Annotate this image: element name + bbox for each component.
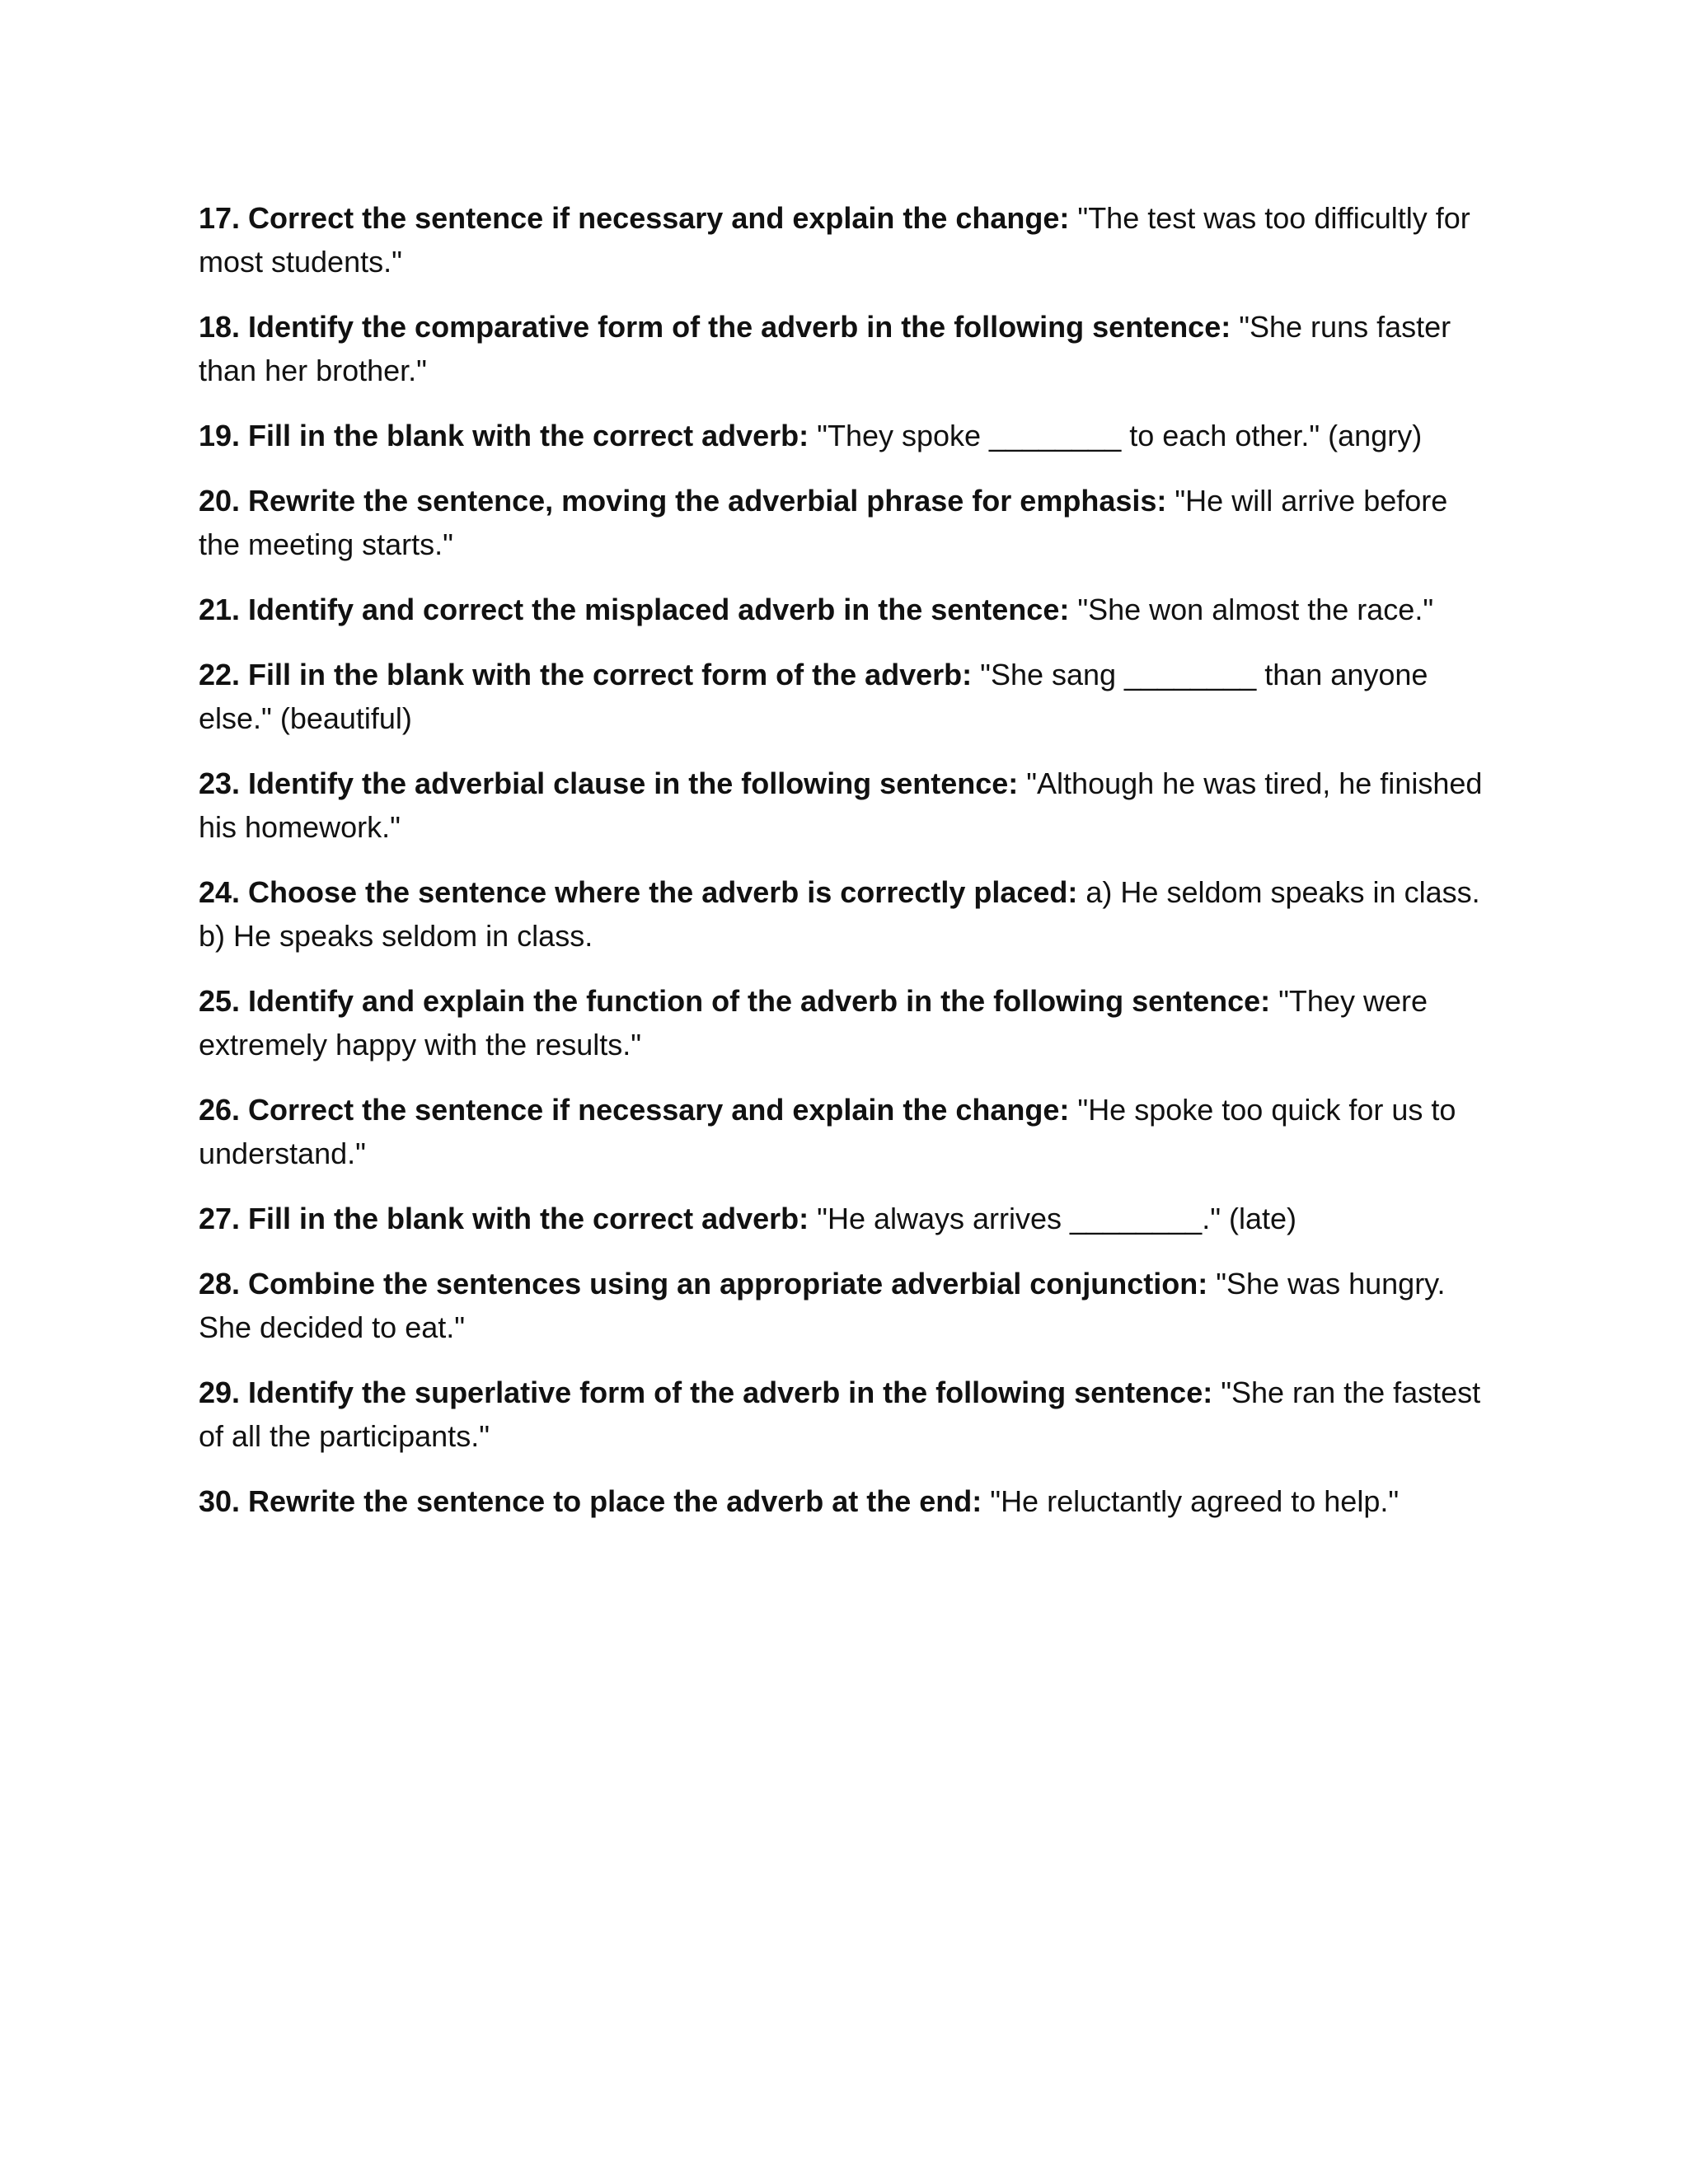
question-19 bbox=[199, 414, 1489, 457]
question-prompt: 24. Choose the sentence where the adverb is correctly placed: bbox=[199, 875, 1078, 909]
question-text: "They were extremely happy with the results." bbox=[199, 984, 1428, 1062]
question-text: "She sang ________ than anyone else." (beautiful) bbox=[199, 658, 1428, 735]
question-18 bbox=[199, 305, 1489, 392]
question-text: "He spoke too quick for us to understand." bbox=[199, 1093, 1456, 1170]
question-prompt: 23. Identify the adverbial clause in the following sentence: bbox=[199, 766, 1019, 800]
question-prompt: 20. Rewrite the sentence, moving the adverbial phrase for emphasis: bbox=[199, 484, 1167, 518]
question-26 bbox=[199, 1088, 1489, 1175]
question-21 bbox=[199, 588, 1489, 631]
question-prompt: 28. Combine the sentences using an appropriate adverbial conjunction: bbox=[199, 1267, 1208, 1301]
question-prompt: 18. Identify the comparative form of the adverb in the following sentence: bbox=[199, 310, 1231, 344]
question-prompt: 29. Identify the superlative form of the adverb in the following sentence: bbox=[199, 1376, 1213, 1409]
question-23 bbox=[199, 762, 1489, 849]
question-text: "He will arrive before the meeting starts." bbox=[199, 484, 1448, 561]
question-prompt: 30. Rewrite the sentence to place the adverb at the end: bbox=[199, 1484, 982, 1518]
question-text: "Although he was tired, he finished his homework." bbox=[199, 766, 1483, 844]
question-17 bbox=[199, 196, 1489, 284]
question-24 bbox=[199, 870, 1489, 958]
question-text: a) He seldom speaks in class. b) He speaks seldom in class. bbox=[199, 875, 1480, 953]
question-prompt: 17. Correct the sentence if necessary and explain the change: bbox=[199, 201, 1070, 235]
question-text: "She was hungry. She decided to eat." bbox=[199, 1267, 1446, 1344]
question-prompt: 26. Correct the sentence if necessary and explain the change: bbox=[199, 1093, 1070, 1127]
question-text: "They spoke ________ to each other." (angry) bbox=[809, 419, 1423, 452]
question-prompt: 22. Fill in the blank with the correct form of the adverb: bbox=[199, 658, 973, 691]
question-text: "The test was too difficultly for most students." bbox=[199, 201, 1470, 279]
question-prompt: 21. Identify and correct the misplaced adverb in the sentence: bbox=[199, 593, 1070, 626]
worksheet-page bbox=[199, 196, 1489, 1544]
question-25 bbox=[199, 979, 1489, 1066]
question-28 bbox=[199, 1262, 1489, 1349]
question-prompt: 19. Fill in the blank with the correct adverb: bbox=[199, 419, 809, 452]
question-22 bbox=[199, 653, 1489, 740]
question-20 bbox=[199, 479, 1489, 566]
question-text: "He always arrives ________." (late) bbox=[809, 1202, 1297, 1235]
question-29 bbox=[199, 1371, 1489, 1458]
question-text: "She ran the fastest of all the participants." bbox=[199, 1376, 1481, 1453]
question-text: "He reluctantly agreed to help." bbox=[982, 1484, 1400, 1518]
question-text: "She won almost the race." bbox=[1069, 593, 1434, 626]
question-text: "She runs faster than her brother." bbox=[199, 310, 1451, 387]
question-30 bbox=[199, 1479, 1489, 1523]
question-27 bbox=[199, 1197, 1489, 1240]
question-prompt: 25. Identify and explain the function of the adverb in the following sentence: bbox=[199, 984, 1271, 1018]
question-prompt: 27. Fill in the blank with the correct adverb: bbox=[199, 1202, 809, 1235]
